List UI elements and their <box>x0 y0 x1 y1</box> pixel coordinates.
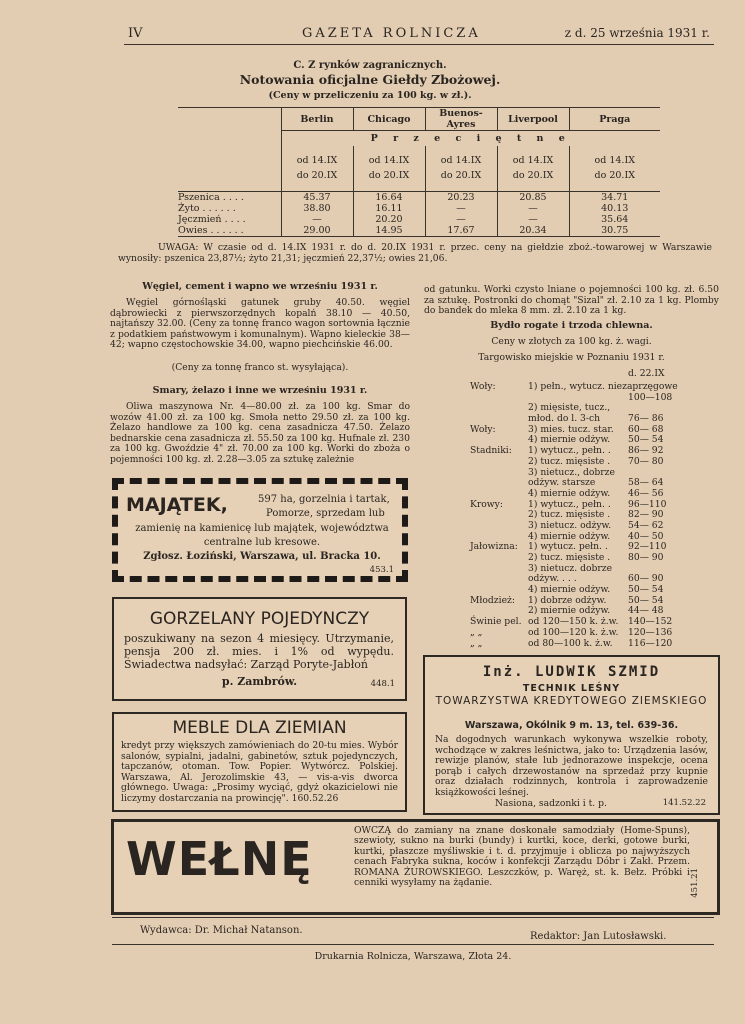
table-cell: 14.95 <box>353 225 425 237</box>
oils-text: Oliwa maszynowa Nr. 4—80.00 zł. za 100 kg. Smar do wozów 41.00 zł. za 100 kg. Smoła netto 29.50 zł. za 100 kg. Żelazo handlowe za 100 kg. cena zasadnicza 47.50. Żelazo bednarskie cena zasadnicza zł. 55.50 za 100 kg. Hufnale zł. 230 za 100 kg. Gwoździe 4" zł. 70.00 za 100 kg. Worki do zboża o pojemności 100 kg. zł. 2.28—3.05 za sztukę zależnie <box>110 401 410 465</box>
cattle-price: 50— 54 <box>628 434 664 446</box>
period-to: do 20.IX <box>296 170 338 182</box>
cattle-description: 3) nietucz. odżyw. <box>528 519 612 531</box>
list-item <box>470 382 720 393</box>
row-label: Jęczmień . . . . <box>178 214 246 225</box>
newspaper-title: GAZETA ROLNICZA <box>302 26 481 41</box>
cattle-price: 60— 90 <box>628 573 664 585</box>
table-cell: — <box>425 214 497 225</box>
table-cell: 20.85 <box>497 192 569 204</box>
coal-title: Węgiel, cement i wapno we wrześniu 1931 r. <box>142 281 378 292</box>
section-label: C. Z rynków zagranicznych. <box>293 60 447 71</box>
table-cell: 16.64 <box>353 192 425 204</box>
cattle-price: 80— 90 <box>628 552 664 563</box>
table-cell: 17.67 <box>425 225 497 237</box>
quotations-table <box>178 107 660 237</box>
cattle-description: 2) miernie odżyw. <box>528 605 611 617</box>
ad-szmid-name: Inż. LUDWIK SZMID <box>482 664 661 680</box>
period-to: do 20.IX <box>440 170 482 182</box>
cattle-category: Młodzież: <box>470 594 515 606</box>
ad-gorzelany-code: 448.1 <box>370 679 395 689</box>
cattle-price: 40— 50 <box>628 530 664 542</box>
editor: Redaktor: Jan Lutosławski. <box>530 931 667 942</box>
ad-meble-text: kredyt przy większych zamówieniach do 20-tu mies. Wybór salonów, sypialni, jadalni, gabinetów, sztuk pojedynczych, tapczanów, otoman. Tow. Popier. Wytwórcz. Polskiej. Warszawa, Al. Jerozolimskie 43, — vis-a-vis dworca głównego. Uwaga: „Prosimy wyciąć, gdyż okazicielowi nie liczymy dostarczania na prowincję". 160.52.26 <box>121 740 398 804</box>
cattle-category: Woły: <box>470 381 496 392</box>
cattle-category: Świnie pel. <box>470 616 522 628</box>
cattle-description: od 100—120 k. ż.w. <box>528 626 619 638</box>
cattle-price: 76— 86 <box>628 413 664 425</box>
city-header: Liverpool <box>497 108 569 131</box>
ad-szmid-last: Nasiona, sadzonki i t. p. <box>495 798 607 809</box>
table-cell: 40.13 <box>569 203 660 214</box>
table-cell: 34.71 <box>569 192 660 204</box>
ad-meble-head: MEBLE DLA ZIEMIAN <box>172 718 347 738</box>
period-from: od 14.IX <box>594 155 635 167</box>
ad-majatek <box>112 478 408 582</box>
footer-rule <box>112 917 714 918</box>
cattle-description: 3) mies. tucz. star. <box>528 423 614 435</box>
cattle-description: 4) miernie odżyw. <box>528 530 611 542</box>
markets-note: UWAGA: W czasie od d. 14.IX 1931 r. do d. 20.IX 1931 r. przec. ceny na giełdzie zboż.-towarowej w Warszawie wynosiły: pszenica 23,87½; żyto 21,31; jęczmień 22,37½; owies 21,06. <box>118 242 712 264</box>
cattle-description: 1) wytucz., pełn. . <box>528 498 611 510</box>
cattle-category: Woły: <box>470 423 496 435</box>
cattle-price: 60— 68 <box>628 423 664 435</box>
ad-szmid-society: TOWARZYSTWA KREDYTOWEGO ZIEMSKIEGO <box>435 695 708 707</box>
period-from: od 14.IX <box>368 155 410 167</box>
period-from: od 14.IX <box>512 155 554 167</box>
printer: Drukarnia Rolnicza, Warszawa, Złota 24. <box>314 951 512 962</box>
list-item <box>470 468 720 479</box>
table-cell: — <box>497 214 569 225</box>
period-from: od 14.IX <box>296 155 338 167</box>
row-label: Owies . . . . . . <box>178 225 244 236</box>
footer-rule <box>112 944 714 945</box>
markets-title: Notowania oficjalne Giełdy Zbożowej. <box>239 72 501 87</box>
ad-majatek-line4: centralne lub kresowe. <box>203 537 321 548</box>
cattle-category: „ „ <box>470 637 483 649</box>
cattle-description: 2) mięsiste, tucz., <box>528 402 611 414</box>
period-to: do 20.IX <box>512 170 554 182</box>
ad-gorzelany-head: GORZELANY POJEDYNCZY <box>149 609 370 629</box>
page-number: IV <box>128 26 143 41</box>
cattle-description: 4) miernie odżyw. <box>528 487 611 499</box>
cattle-description: 2) tucz. mięsiste . <box>528 509 611 521</box>
ad-majatek-head: MAJĄTEK, <box>126 494 228 516</box>
average-label: P r z e c i ę t n e <box>281 131 660 146</box>
ad-welne-text: OWCZĄ do zamiany na znane doskonałe samodziały (Home-Spuns), szewioty, sukno na burki (bundy) i kurtki, koce, derki, gotowe burki, kurtki, płaszcze myśliwskie i t. d. przyjmuje i oblicza po najwyższych cenach Fabryka sukna, koców i konfekcji Zarządu Dóbr i Zakł. Przem. ROMANA ŻUROWSKIEGO. Leszczków, p. Waręż, st. k. Bełz. Próbki i cenniki wysyłamy na żądanie. <box>354 825 690 889</box>
ad-welne-code: 451.21 <box>690 868 700 898</box>
table-cell: 29.00 <box>281 225 353 237</box>
table-cell: 16.11 <box>353 203 425 214</box>
table-cell: 38.80 <box>281 203 353 214</box>
list-item <box>470 489 720 500</box>
list-item <box>470 639 720 650</box>
cattle-price: 50— 54 <box>628 584 664 596</box>
table-cell: — <box>281 214 353 225</box>
coal-text: Węgiel górnośląski gatunek gruby 40.50. węgiel dąbrowiecki z pierwszorzędnych kopalń 38.10 — 40.50, najtańszy 32.00. (Ceny za tonnę franco wagon sortownia łącznie z podatkiem państwowym i komunalnym). Wapno kieleckie 38—42; wapno częstochowskie 34.00, wapno piechcińskie 46.00. <box>110 297 410 351</box>
ad-szmid <box>423 655 720 815</box>
cattle-price: 58— 64 <box>628 477 664 489</box>
cattle-price: 120—136 <box>628 626 673 638</box>
cattle-price: 116—120 <box>628 637 673 649</box>
cattle-category: Krowy: <box>470 498 503 510</box>
cattle-price: 54— 62 <box>628 519 664 531</box>
ad-szmid-text: Na dogodnych warunkach wykonywa wszelkie roboty, wchodzące w zakres leśnictwa, jako to: Urządzenia lasów, rewizje planów, stałe lub jednorazowe inspekcje, ocena porąb i całych drzewostanów na sprzedaż przy kupnie oraz działach rodzinnych, kontrola i zaprowadzenie książkowości leśnej. <box>435 734 708 798</box>
cattle-price: 96—110 <box>628 498 667 510</box>
cattle-description: 3) nietucz., dobrze <box>528 466 615 478</box>
ad-meble <box>112 712 407 812</box>
ad-majatek-line2: Pomorze, sprzedam lub <box>266 508 385 519</box>
ad-gorzelany-place: p. Zambrów. <box>221 675 298 688</box>
cattle-category: Jałowizna: <box>470 541 518 553</box>
city-header: Berlin <box>281 108 353 131</box>
cattle-description: 4) miernie odżyw. <box>528 434 611 446</box>
coal-note: (Ceny za tonnę franco st. wysyłająca). <box>171 362 349 373</box>
cattle-description: 2) tucz. mięsiste . <box>528 552 611 563</box>
ad-welne <box>111 819 720 915</box>
cattle-description: 1) dobrze odżyw. <box>528 594 607 606</box>
table-row <box>178 203 660 214</box>
table-cell: 30.75 <box>569 225 660 237</box>
cattle-description: 3) nietucz. dobrze <box>528 562 613 574</box>
cattle-description: odżyw. starsze <box>528 477 596 489</box>
cattle-description: odżyw. . . . <box>528 573 577 585</box>
table-cell: 20.34 <box>497 225 569 237</box>
period-from: od 14.IX <box>440 155 482 167</box>
cattle-category: Stadniki: <box>470 445 512 457</box>
table-cell: 45.37 <box>281 192 353 204</box>
ad-welne-head: WEŁNĘ <box>126 832 313 886</box>
ad-szmid-code: 141.52.22 <box>662 798 706 808</box>
issue-date: z d. 25 września 1931 r. <box>564 26 710 40</box>
cattle-category: „ „ <box>470 626 483 638</box>
cattle-description: 1) wytucz. pełn. . <box>528 541 608 553</box>
table-cell: — <box>497 203 569 214</box>
table-cell: 20.20 <box>353 214 425 225</box>
ad-majatek-line1: 597 ha, gorzelnia i tartak, <box>258 494 390 505</box>
publisher: Wydawca: Dr. Michał Natanson. <box>140 925 303 936</box>
cattle-description: 1) pełn., wytucz. niezaprzęgowe <box>528 381 678 392</box>
cattle-price: 82— 90 <box>628 509 664 521</box>
cattle-description: od 80—100 k. ż.w. <box>528 637 613 649</box>
cattle-price: 70— 80 <box>628 455 664 467</box>
list-item <box>470 457 720 468</box>
cattle-price: 44— 48 <box>628 605 664 617</box>
cattle-description: 2) tucz. mięsiste . <box>528 455 611 467</box>
cattle-date: d. 22.IX <box>628 368 665 379</box>
cattle-description: od 120—150 k. ż.w. <box>528 616 619 628</box>
page-header <box>124 26 714 45</box>
cattle-price: 50— 54 <box>628 594 664 606</box>
row-label: Żyto . . . . . . <box>178 203 236 214</box>
ad-majatek-code: 453.1 <box>369 565 394 575</box>
city-header: Chicago <box>353 108 425 131</box>
ad-majatek-contact: Zgłosz. Łoziński, Warszawa, ul. Bracka 10. <box>143 551 381 562</box>
cattle-price: 92—110 <box>628 541 667 553</box>
table-cell: 35.64 <box>569 214 660 225</box>
table-cell: 20.23 <box>425 192 497 204</box>
cattle-description: 1) wytucz., pełn. . <box>528 445 611 457</box>
oils-title: Smary, żelazo i inne we wrześniu 1931 r. <box>152 385 368 396</box>
oils-continued: od gatunku. Worki czysto lniane o pojemności 100 kg. zł. 6.50 za sztukę. Postronki do chomąt "Sizal" zł. 2.10 za 1 kg. Plomby do bandek do mleka 8 mm. zł. 2.10 za 1 kg. <box>424 284 719 317</box>
cattle-price: 46— 56 <box>628 487 664 499</box>
ad-gorzelany-text: poszukiwany na sezon 4 miesięcy. Utrzymanie, pensja 200 zł. mies. i 1% od wypędu. Świadectwa nadsyłać: Zarząd Poryte-Jabłoń <box>124 632 394 671</box>
ad-majatek-line3: zamienię na kamienicę lub majątek, województwa <box>135 523 389 534</box>
table-cell: — <box>425 203 497 214</box>
list-item <box>470 628 720 639</box>
list-item <box>470 564 720 575</box>
cattle-description: młod. do l. 3-ch <box>528 413 601 425</box>
cattle-description: 4) miernie odżyw. <box>528 584 611 596</box>
table-row <box>178 192 660 204</box>
cattle-price: 140—152 <box>628 616 673 628</box>
markets-subtitle: (Ceny w przeliczeniu za 100 kg. w zł.). <box>268 90 472 101</box>
ad-gorzelany <box>112 597 407 701</box>
period-to: do 20.IX <box>594 170 635 182</box>
cattle-price: 86— 92 <box>628 445 664 457</box>
ad-szmid-address: Warszawa, Okólnik 9 m. 13, tel. 639-36. <box>464 720 679 731</box>
ad-szmid-role: TECHNIK LEŚNY <box>522 683 621 694</box>
cattle-market: Targowisko miejskie w Poznaniu 1931 r. <box>478 352 665 363</box>
cattle-subtitle: Ceny w złotych za 100 kg. ż. wagi. <box>491 336 652 347</box>
cattle-price-list <box>470 382 720 649</box>
table-row <box>178 214 660 225</box>
cattle-title: Bydło rogate i trzoda chlewna. <box>490 320 653 331</box>
city-header: Buenos-Ayres <box>425 108 497 131</box>
table-row <box>178 225 660 237</box>
row-label: Pszenica . . . . <box>178 192 244 203</box>
period-to: do 20.IX <box>368 170 410 182</box>
cattle-price: 100—108 <box>628 391 673 403</box>
city-header: Praga <box>569 108 660 131</box>
